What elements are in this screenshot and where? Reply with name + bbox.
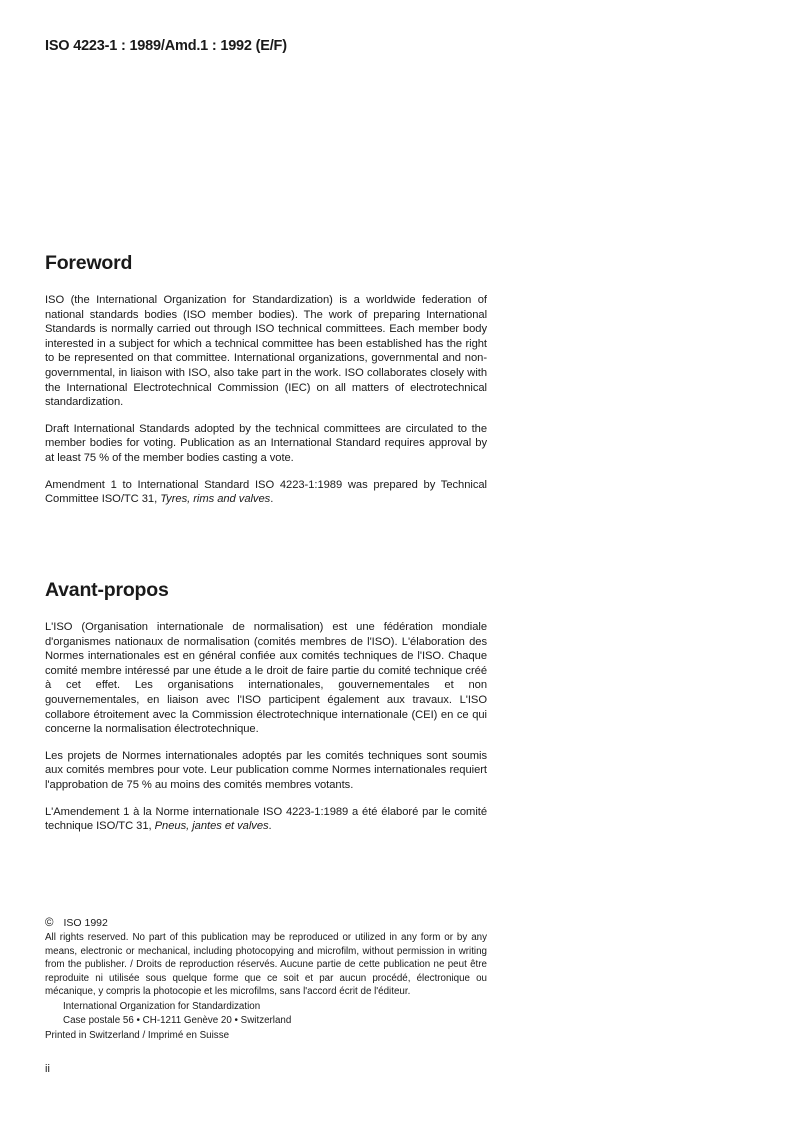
foreword-p3-text: Amendment 1 to International Standard ISO 4223-1:1989 was prepared by Technical Committee ISO/TC 31, [45, 478, 487, 506]
foreword-section [45, 252, 487, 519]
copyright-owner-year: ISO 1992 [63, 917, 108, 929]
avant-propos-paragraph-3 [45, 805, 487, 834]
avant-propos-p3-text: L'Amendement 1 à la Norme internationale ISO 4223-1:1989 a été élaboré par le comité technique ISO/TC 31, [45, 805, 487, 833]
avant-propos-p3-end: . [268, 820, 272, 833]
avant-propos-section [45, 579, 487, 846]
avant-propos-paragraph-2: Les projets de Normes internationales adoptés par les comités techniques sont soumis aux comités membres pour vote. Leur publication comme Normes internationales requiert l'approbation de 75 % au moins des comités membres votants. [45, 749, 487, 791]
publisher-info [63, 1000, 487, 1027]
copyright-icon: © [45, 917, 54, 929]
publisher-name: International Organization for Standardization [63, 1001, 261, 1013]
printed-in: Printed in Switzerland / Imprimé en Suisse [45, 1030, 230, 1042]
copyright-block [45, 917, 487, 1043]
foreword-paragraph-2: Draft International Standards adopted by the technical committees are circulated to the member bodies for voting. Publication as an International Standard requires approval by at least 75 % of the member bodies casting a vote. [45, 422, 487, 464]
copyright-line [45, 917, 487, 930]
publisher-address: Case postale 56 • CH-1211 Genève 20 • Switzerland [63, 1014, 292, 1026]
avant-propos-committee-title: Pneus, jantes et valves [154, 820, 269, 833]
foreword-paragraph-1: ISO (the International Organization for Standardization) is a worldwide federation of national standards bodies (ISO member bodies). The work of preparing International Standards is normally carried out through ISO technical committees. Each member body interested in a subject for which a technical committee has been established has the right to be represented on that committee. International organizations, governmental and non-governmental, in liaison with ISO, also take part in the work. ISO collaborates closely with the International Electrotechnical Commission (IEC) on all matters of electrotechnical standardization. [45, 294, 487, 409]
avant-propos-title: Avant-propos [45, 579, 169, 601]
document-header: ISO 4223-1 : 1989/Amd.1 : 1992 (E/F) [45, 38, 287, 54]
foreword-committee-title: Tyres, rims and valves [160, 493, 271, 506]
foreword-title: Foreword [45, 252, 133, 274]
foreword-p3-end: . [270, 493, 274, 506]
foreword-paragraph-3 [45, 478, 487, 507]
avant-propos-paragraph-1: L'ISO (Organisation internationale de normalisation) est une fédération mondiale d'organismes nationaux de normalisation (comités membres de l'ISO). L'élaboration des Normes internationales est en général confiée aux comités techniques de l'ISO. Chaque comité membre intéressé par une étude a le droit de faire partie du comité technique créé à cet effet. Les organisations internationales, gouvernementales et non gouvernementales, en liaison avec l'ISO participent également aux travaux. L'ISO collabore étroitement avec la Commission électrotechnique internationale (CEI) en ce qui concerne la normalisation électrotechnique. [45, 621, 487, 736]
page-number: ii [45, 1063, 50, 1075]
rights-statement: All rights reserved. No part of this publication may be reproduced or utilized in any form or by any means, electronic or mechanical, including photocopying and microfilm, without permission in writing from the publisher. / Droits de reproduction réservés. Aucune partie de cette publication ne peut être reproduite ni utilisée sous quelque forme que ce soit et par aucun procédé, électronique ou mécanique, y compris la photocopie et les microfilms, sans l'accord écrit de l'éditeur. [45, 932, 487, 998]
